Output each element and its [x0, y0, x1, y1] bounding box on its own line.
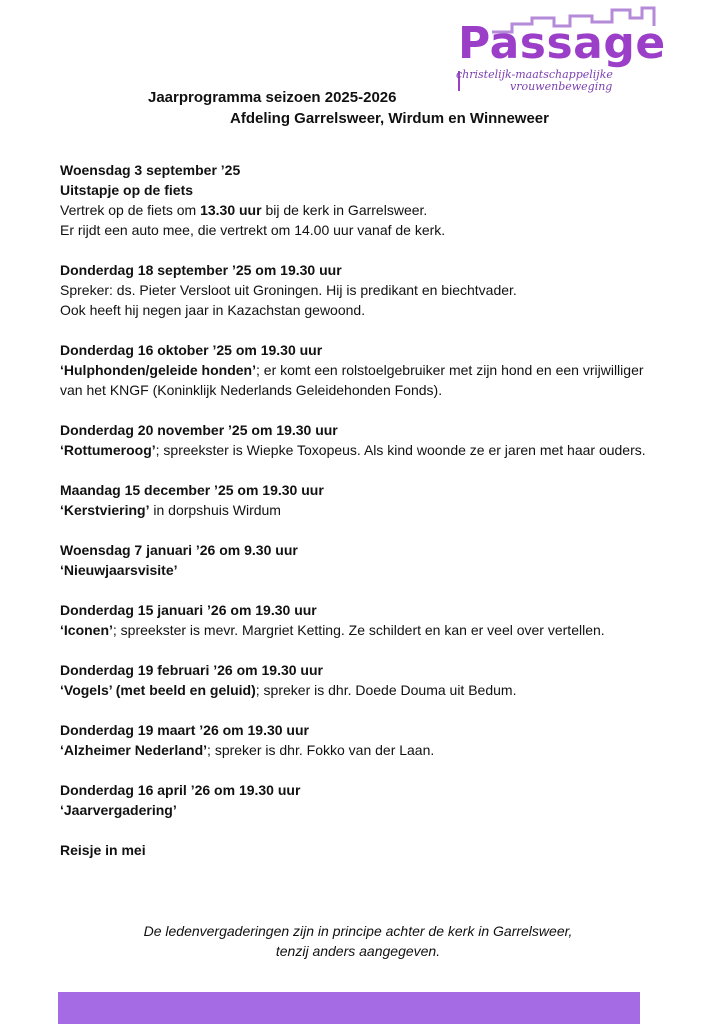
page-subtitle: Afdeling Garrelsweer, Wirdum en Winneweer [230, 110, 549, 127]
event-text: Vertrek op de fiets om [60, 202, 201, 218]
logo-tagline-1: christelijk-maatschappelijke [456, 68, 613, 81]
event-date: Woensdag 3 september ’25 [60, 162, 241, 178]
event-item [60, 660, 660, 700]
event-date: Donderdag 16 april ’26 om 19.30 uur [60, 782, 301, 798]
event-title: ‘Iconen’ [60, 622, 113, 638]
event-date: Reisje in mei [60, 842, 146, 858]
event-description: Ook heeft hij negen jaar in Kazachstan gewoond. [60, 302, 366, 318]
event-title: Uitstapje op de fiets [60, 182, 194, 198]
event-title: ‘Vogels’ (met beeld en geluid) [60, 682, 256, 698]
event-title: ‘Nieuwjaarsvisite’ [60, 562, 178, 578]
event-text: ; spreekster is mevr. Margriet Ketting. Ze schildert en kan er veel over vertellen. [112, 622, 605, 638]
event-list [60, 160, 660, 880]
event-item [60, 260, 660, 320]
event-text: ; er komt een rolstoelgebruiker met zijn hond en een vrijwilliger van het KNGF (Koninklijk Nederlands Geleidehonden Fonds). [60, 362, 644, 398]
closing-note [60, 921, 656, 961]
event-date: Maandag 15 december ’25 om 19.30 uur [60, 482, 324, 498]
event-text: ; spreekster is Wiepke Toxopeus. Als kind woonde ze er jaren met haar ouders. [155, 442, 646, 458]
event-description [60, 500, 660, 520]
event-title: ‘Kerstviering’ [60, 502, 150, 518]
event-item [60, 600, 660, 640]
event-description [60, 740, 660, 760]
event-title: ‘Jaarvergadering’ [60, 802, 177, 818]
event-item [60, 480, 660, 520]
note-line: tenzij anders aangegeven. [275, 943, 441, 959]
event-item [60, 540, 660, 580]
event-title: ‘Hulphonden/geleide honden’ [60, 362, 256, 378]
event-item [60, 160, 660, 240]
event-date: Donderdag 16 oktober ’25 om 19.30 uur [60, 342, 323, 358]
event-date: Donderdag 20 november ’25 om 19.30 uur [60, 422, 338, 438]
event-date: Donderdag 15 januari ’26 om 19.30 uur [60, 602, 317, 618]
event-title: ‘Alzheimer Nederland’ [60, 742, 208, 758]
event-description [60, 360, 660, 400]
event-text: ; spreker is dhr. Fokko van der Laan. [207, 742, 435, 758]
page-title: Jaarprogramma seizoen 2025-2026 [148, 89, 397, 106]
event-title: ‘Rottumeroog’ [60, 442, 156, 458]
event-date: Donderdag 18 september ’25 om 19.30 uur [60, 262, 342, 278]
event-time: 13.30 uur [200, 202, 262, 218]
event-description [60, 680, 660, 700]
footer-band [58, 992, 640, 1024]
logo-tagline-2: vrouwenbeweging [510, 80, 613, 93]
event-text: ; spreker is dhr. Doede Douma uit Bedum. [255, 682, 517, 698]
passage-logo [452, 4, 666, 96]
event-item [60, 720, 660, 760]
event-date: Woensdag 7 januari ’26 om 9.30 uur [60, 542, 298, 558]
event-description [60, 620, 660, 640]
logo-wordmark: Passage [458, 18, 666, 69]
event-item [60, 780, 660, 820]
note-line: De ledenvergaderingen zijn in principe achter de kerk in Garrelsweer, [143, 923, 573, 939]
event-date: Donderdag 19 februari ’26 om 19.30 uur [60, 662, 323, 678]
event-item [60, 840, 660, 860]
event-text: bij de kerk in Garrelsweer. [261, 202, 428, 218]
event-description: Er rijdt een auto mee, die vertrekt om 14.00 uur vanaf de kerk. [60, 222, 446, 238]
event-date: Donderdag 19 maart ’26 om 19.30 uur [60, 722, 309, 738]
event-description: Spreker: ds. Pieter Versloot uit Groningen. Hij is predikant en biechtvader. [60, 282, 517, 298]
event-item [60, 420, 660, 460]
event-description [60, 200, 660, 220]
event-description [60, 440, 660, 460]
event-item [60, 340, 660, 400]
event-text: in dorpshuis Wirdum [149, 502, 281, 518]
